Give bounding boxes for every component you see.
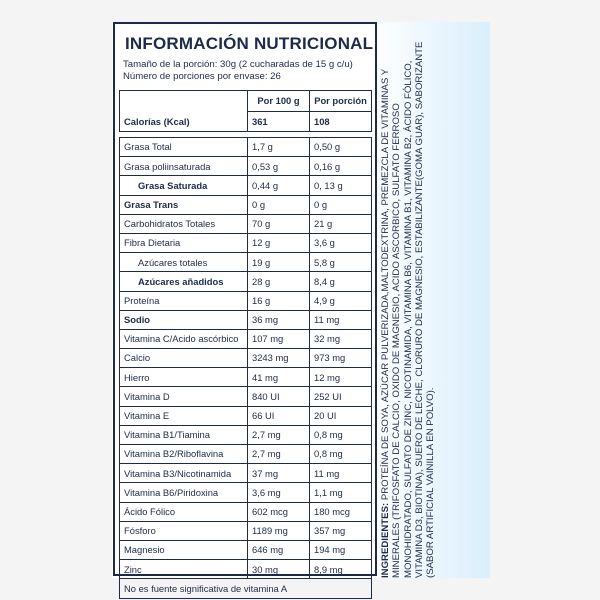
nutrient-per-serving: 973 mg xyxy=(310,349,372,368)
nutrient-row xyxy=(120,406,372,425)
nutrient-row xyxy=(120,502,372,521)
nutrient-per-serving: 8,9 mg xyxy=(310,560,372,579)
footnote: No es fuente significativa de vitamina A xyxy=(120,579,372,599)
nutrient-per-serving: 3,6 g xyxy=(310,233,372,252)
nutrient-name: Sodio xyxy=(120,310,248,329)
nutrient-name: Fósforo xyxy=(120,521,248,540)
nutrient-row xyxy=(120,233,372,252)
calories-per-serving: 108 xyxy=(310,112,372,132)
nutrient-per-100g: 30 mg xyxy=(248,560,310,579)
footnote-row xyxy=(120,579,372,599)
nutrient-name: Grasa poliinsaturada xyxy=(120,157,248,176)
nutrient-per-serving: 21 g xyxy=(310,214,372,233)
nutrient-row xyxy=(120,195,372,214)
nutrient-row xyxy=(120,214,372,233)
nutrient-name: Vitamina B2/Riboflavina xyxy=(120,445,248,464)
servings-per-container: Número de porciones por envase: 26 xyxy=(123,71,281,82)
nutrient-name: Vitamina B1/Tiamina xyxy=(120,425,248,444)
nutrient-per-100g: 41 mg xyxy=(248,368,310,387)
nutrient-per-100g: 28 g xyxy=(248,272,310,291)
nutrient-per-serving: 32 mg xyxy=(310,329,372,348)
nutrient-row xyxy=(120,310,372,329)
nutrient-row xyxy=(120,349,372,368)
ingredients-heading: INGREDIENTES: xyxy=(380,502,391,578)
nutrient-row xyxy=(120,560,372,579)
nutrition-table xyxy=(119,90,372,599)
nutrient-name: Fibra Dietaria xyxy=(120,233,248,252)
nutrient-name: Magnesio xyxy=(120,540,248,559)
nutrient-per-100g: 0,44 g xyxy=(248,176,310,195)
header-blank-cell xyxy=(120,91,248,112)
nutrient-per-serving: 194 mg xyxy=(310,540,372,559)
nutrient-name: Calcio xyxy=(120,349,248,368)
nutrient-per-100g: 2,7 mg xyxy=(248,425,310,444)
nutrient-per-serving: 0,8 mg xyxy=(310,425,372,444)
ingredients-block xyxy=(380,26,486,578)
nutrient-row xyxy=(120,291,372,310)
nutrient-row xyxy=(120,253,372,272)
nutrient-name: Vitamina B6/Piridoxina xyxy=(120,483,248,502)
nutrient-per-serving: 8,4 g xyxy=(310,272,372,291)
nutrient-name: Vitamina E xyxy=(120,406,248,425)
nutrient-name: Grasa Trans xyxy=(120,195,248,214)
nutrient-per-100g: 12 g xyxy=(248,233,310,252)
nutrient-row xyxy=(120,272,372,291)
nutrient-per-serving: 252 UI xyxy=(310,387,372,406)
nutrient-per-100g: 2,7 mg xyxy=(248,445,310,464)
nutrient-row xyxy=(120,540,372,559)
nutrient-per-100g: 70 g xyxy=(248,214,310,233)
nutrient-per-serving: 0, 13 g xyxy=(310,176,372,195)
nutrient-row xyxy=(120,425,372,444)
nutrient-per-serving: 0,16 g xyxy=(310,157,372,176)
nutrient-row xyxy=(120,368,372,387)
nutrient-name: Proteína xyxy=(120,291,248,310)
nutrient-per-serving: 11 mg xyxy=(310,464,372,483)
calories-per-100g: 361 xyxy=(248,112,310,132)
nutrient-per-100g: 19 g xyxy=(248,253,310,272)
nutrient-row xyxy=(120,176,372,195)
nutrient-per-serving: 357 mg xyxy=(310,521,372,540)
nutrient-name: Grasa Saturada xyxy=(120,176,248,195)
nutrient-row xyxy=(120,329,372,348)
calories-row xyxy=(120,112,372,132)
nutrient-row xyxy=(120,387,372,406)
nutrient-per-100g: 36 mg xyxy=(248,310,310,329)
nutrient-per-serving: 1,1 mg xyxy=(310,483,372,502)
col-per-serving: Por porción xyxy=(310,91,372,112)
nutrient-per-serving: 0,8 mg xyxy=(310,445,372,464)
nutrient-per-100g: 646 mg xyxy=(248,540,310,559)
nutrient-per-serving: 20 UI xyxy=(310,406,372,425)
nutrient-per-serving: 0 g xyxy=(310,195,372,214)
nutrient-per-serving: 180 mcg xyxy=(310,502,372,521)
nutrient-per-serving: 12 mg xyxy=(310,368,372,387)
nutrient-per-100g: 16 g xyxy=(248,291,310,310)
nutrient-row xyxy=(120,445,372,464)
nutrient-name: Azúcares totales xyxy=(120,253,248,272)
nutrient-per-100g: 37 mg xyxy=(248,464,310,483)
nutrient-name: Vitamina C/Acido ascórbico xyxy=(120,329,248,348)
calories-label: Calorías (Kcal) xyxy=(120,112,248,132)
nutrient-per-100g: 1189 mg xyxy=(248,521,310,540)
nutrient-per-100g: 840 UI xyxy=(248,387,310,406)
ingredients-text: PROTEÍNA DE SOYA, AZÚCAR PULVERIZADA,MALTODEXTRINA, PREMEZCLA DE VITAMINAS Y MINERALES (TRIFOSFATO DE CALCIO, OXIDO DE MAGNESIO, ACIDO ASCORBICO, SULFATO FERROSO MONOHIDRATADO, SULFATO DE ZINC, NICOTINAMIDA, VITAMINA B6, VITAMINA B1, VITAMINA B2, ÁCIDO FÓLICO, VITAMINA D3, BIOTINA), SUERO DE LECHE, CLORURO DE MAGNESIO, ESTABILIZANTE(GOMA GUAR), SABORIZANTE (SABOR ARTIFICIAL VAINILLA EN POLVO). xyxy=(380,41,437,578)
nutrient-row xyxy=(120,521,372,540)
nutrient-row xyxy=(120,157,372,176)
nutrient-row xyxy=(120,464,372,483)
nutrient-row xyxy=(120,138,372,157)
nutrient-name: Hierro xyxy=(120,368,248,387)
nutrient-per-serving: 4,9 g xyxy=(310,291,372,310)
nutrition-facts-panel xyxy=(113,22,377,595)
nutrient-name: Ácido Fólico xyxy=(120,502,248,521)
serving-size: Tamaño de la porción: 30g (2 cucharadas de 15 g c/u) xyxy=(123,59,353,70)
nutrient-name: Grasa Total xyxy=(120,138,248,157)
nutrient-per-100g: 0 g xyxy=(248,195,310,214)
nutrient-name: Vitamina D xyxy=(120,387,248,406)
nutrient-per-100g: 3243 mg xyxy=(248,349,310,368)
nutrient-per-100g: 66 UI xyxy=(248,406,310,425)
nutrient-name: Zinc xyxy=(120,560,248,579)
nutrient-per-100g: 602 mcg xyxy=(248,502,310,521)
col-per-100g: Por 100 g xyxy=(248,91,310,112)
nutrient-per-100g: 3,6 mg xyxy=(248,483,310,502)
nutrient-per-100g: 107 mg xyxy=(248,329,310,348)
nutrient-per-100g: 0,53 g xyxy=(248,157,310,176)
nutrient-per-serving: 11 mg xyxy=(310,310,372,329)
nutrient-per-serving: 5,8 g xyxy=(310,253,372,272)
nutrient-name: Vitamina B3/Nicotinamida xyxy=(120,464,248,483)
table-header-row xyxy=(120,91,372,112)
nutrient-per-serving: 0,50 g xyxy=(310,138,372,157)
nutrient-row xyxy=(120,483,372,502)
nutrient-per-100g: 1,7 g xyxy=(248,138,310,157)
nutrient-name: Carbohidratos Totales xyxy=(120,214,248,233)
nutrient-name: Azúcares añadidos xyxy=(120,272,248,291)
nutrition-title: INFORMACIÓN NUTRICIONAL xyxy=(125,34,374,53)
